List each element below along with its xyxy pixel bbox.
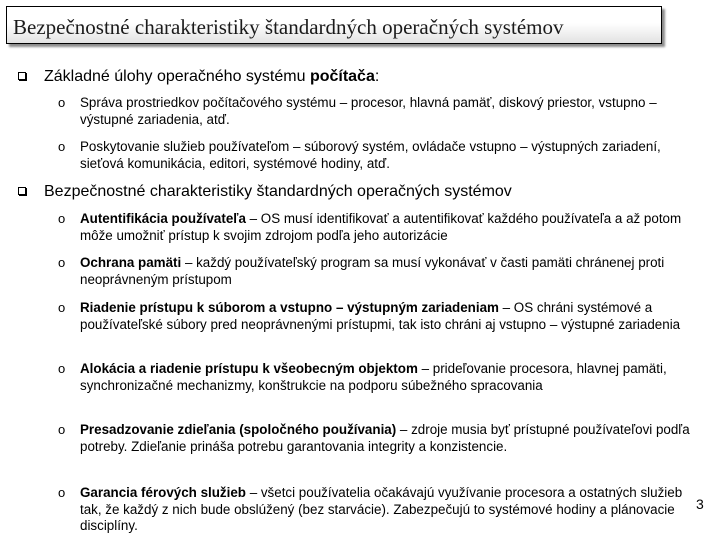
- list-item-description: – OS chráni systémové a používateľské súbory pred neoprávnenými prístupmi, tak isto chráni aj vstupno – výstupné zariadenia: [80, 300, 681, 332]
- list-item-text: Poskytovanie služieb používateľom – súborový systém, ovládače vstupno – výstupných zariadení, sieťová komunikácia, editori, systémové hodiny, atď.: [80, 139, 661, 171]
- list-item-text: [80, 422, 702, 455]
- circle-bullet-icon: o: [58, 485, 66, 500]
- slide-title-box: [6, 6, 662, 44]
- circle-bullet-icon: o: [58, 300, 66, 315]
- list-item-text: [80, 361, 702, 394]
- list-item-term: Riadenie prístupu k súborom a vstupno – výstupným zariadeniam: [80, 300, 499, 315]
- list-item-text: [80, 211, 702, 244]
- list-item-text: [80, 255, 702, 288]
- section-heading-bold: počítača: [309, 68, 375, 85]
- section-heading-tail: :: [374, 68, 380, 85]
- circle-bullet-icon: o: [58, 139, 66, 154]
- section-heading-text: Základné úlohy operačného systému: [44, 68, 310, 85]
- slide-title: Bezpečnostné charakteristiky štandardných operačných systémov: [13, 15, 564, 39]
- list-item-text: [80, 485, 702, 535]
- list-item-description: – zdroje musia byť prístupné používateľovi podľa potreby. Zdieľanie prináša potrebu garantovania integrity a konzistencie.: [80, 422, 690, 454]
- list-item-text: Správa prostriedkov počítačového systému – procesor, hlavná pamäť, diskový priestor, vstupno – výstupné zariadenia, atď.: [80, 95, 657, 127]
- circle-bullet-icon: o: [58, 255, 66, 270]
- square-bullet-icon: [18, 187, 26, 195]
- list-item-description: – všetci používatelia očakávajú využívanie procesora a ostatných služieb tak, že každý z nich bude obslúžený (bez starvácie). Zabezpečujú to systémové hodiny a plánovacie disciplíny.: [80, 485, 683, 534]
- list-item-term: Garancia férových služieb: [80, 485, 246, 500]
- list-item-description: – každý používateľský program sa musí vykonávať v časti pamäti chránenej proti neoprávneným prístupom: [80, 255, 665, 287]
- page-number: 3: [696, 496, 704, 512]
- circle-bullet-icon: o: [58, 422, 66, 437]
- list-item-description: – OS musí identifikovať a autentifikovať každého používateľa a až potom môže umožniť prístup k svojim zdrojom podľa jeho autorizácie: [80, 211, 682, 243]
- list-item-description: – prideľovanie procesora, hlavnej pamäti, synchronizačné mechanizmy, konštrukcie na podporu súbežného spracovania: [80, 361, 667, 393]
- section-heading: [44, 183, 512, 201]
- circle-bullet-icon: o: [58, 361, 66, 376]
- circle-bullet-icon: o: [58, 95, 66, 110]
- list-item-term: Presadzovanie zdieľania (spoločného používania): [80, 422, 397, 437]
- list-item-term: Autentifikácia používateľa: [80, 211, 246, 226]
- circle-bullet-icon: o: [58, 211, 66, 226]
- list-item-text: [80, 300, 702, 333]
- section-heading: [44, 68, 379, 86]
- list-item-term: Ochrana pamäti: [80, 255, 182, 270]
- section-heading-text: Bezpečnostné charakteristiky štandardných operačných systémov: [44, 183, 512, 200]
- square-bullet-icon: [18, 72, 26, 80]
- list-item-term: Alokácia a riadenie prístupu k všeobecným objektom: [80, 361, 418, 376]
